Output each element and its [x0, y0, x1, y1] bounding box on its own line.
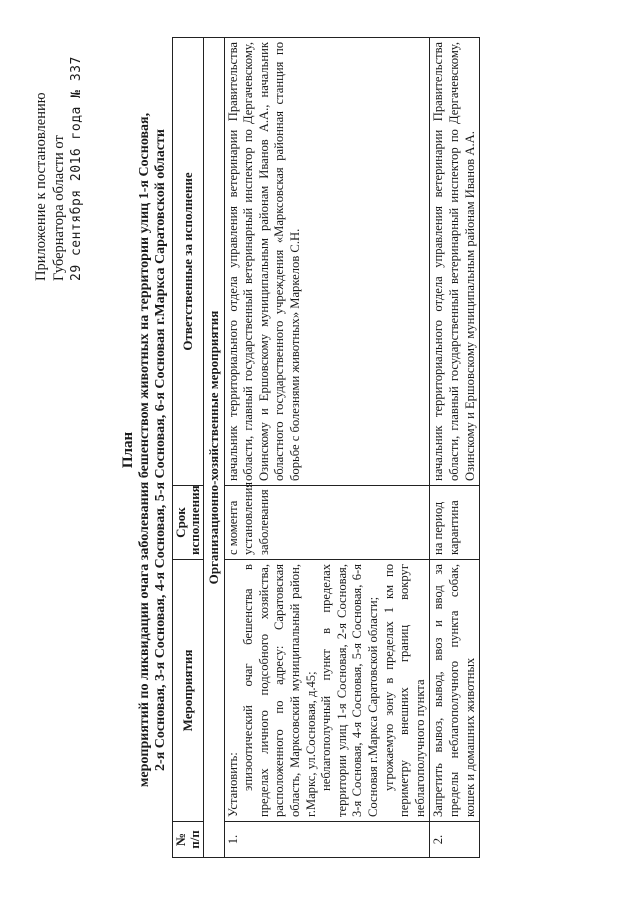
header-responsible: Ответственные за исполнение	[173, 38, 204, 486]
header-term: Срок исполнения	[173, 486, 204, 560]
appendix-line-3: 29 сентября 2016 года № 337	[69, 56, 84, 281]
row-measure: Запретить вывоз, вывод, ввоз и ввод за пределы неблагополучного пункта собак, кошек и домашних животных	[430, 560, 480, 822]
row-responsible: начальник территориального отдела управления ветеринарии Правительства области, главный государственный ветеринарный инспектор по Дергачевскому, Озинскому и Ершовскому муниципальным районам Иванов А.А., начальник областного государственного учреждения «Марксовская районная станция по борьбе с болезнями животных» Маркелов С.Н.	[224, 38, 430, 486]
row-term: с момента установления заболевания	[224, 486, 430, 560]
measure-paragraph: неблагополучный пункт в пределах территории улиц 1-я Сосновая, 2-я Сосновая, 3-я Сосновая, 4-я Сосновая, 5-я Сосновая, 6-я Сосновая г.Маркса Саратовской области;	[319, 564, 380, 817]
measures-table	[172, 37, 480, 858]
title-line-1: План	[120, 431, 136, 469]
header-num: № п/п	[173, 822, 204, 858]
table-row	[224, 38, 430, 858]
section-row	[204, 38, 225, 858]
section-title: Организационно-хозяйственные мероприятия	[204, 38, 225, 858]
header-measures: Мероприятия	[173, 560, 204, 822]
row-number: 2.	[430, 822, 480, 858]
document-title	[120, 55, 169, 845]
measure-intro: Установить:	[225, 752, 240, 817]
appendix-note	[32, 41, 86, 281]
title-line-3: 2-я Сосновая, 3-я Сосновая, 4-я Сосновая, 5-я Сосновая, 6-я Сосновая г.Маркса Саратовской области	[153, 129, 168, 771]
measure-paragraph: угрожаемую зону в пределах 1 км по периметру внешних границ вокруг неблагополучного пункта	[381, 564, 427, 817]
measure-paragraph: эпизоотический очаг бешенства в пределах личного подсобного хозяйства, расположенного по адресу: Саратовская область, Марксовский муниципальный район, г.Маркс, ул.Сосновая, д.45;	[241, 564, 318, 817]
table-header-row	[173, 38, 204, 858]
title-line-2: мероприятий по ликвидации очага заболевания бешенством животных на территории улиц 1-я Сосновая,	[137, 112, 152, 788]
row-measure	[224, 560, 430, 822]
appendix-line-2: Губернатора области от	[51, 135, 67, 281]
appendix-line-1: Приложение к постановлению	[33, 92, 49, 281]
table-row	[430, 38, 480, 858]
row-number: 1.	[224, 822, 430, 858]
row-responsible: начальник территориального отдела управления ветеринарии Правительства области, главный государственный ветеринарный инспектор по Дергачевскому, Озинскому и Ершовскому муниципальным районам Иванов А.А.	[430, 38, 480, 486]
row-term: на период карантина	[430, 486, 480, 560]
